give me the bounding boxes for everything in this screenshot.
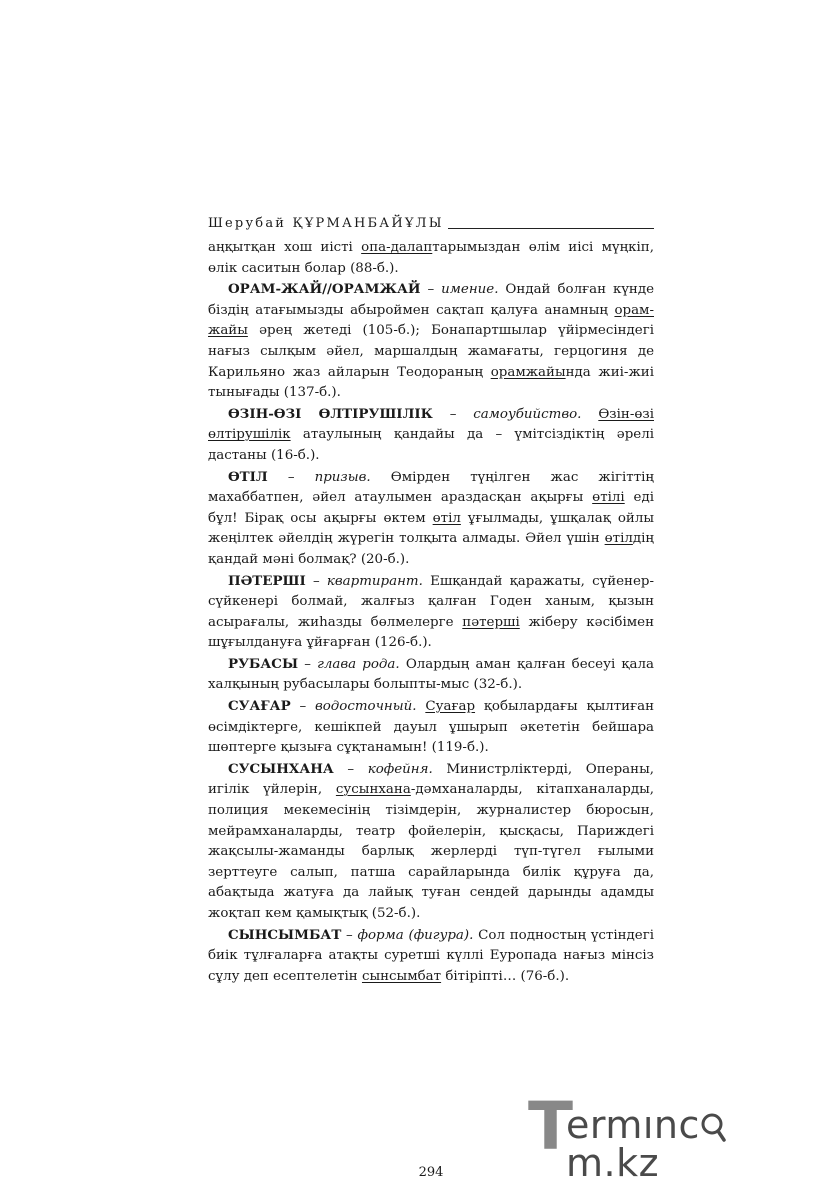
author-name: Шерубай ҚҰРМАНБАЙҰЛЫ xyxy=(208,216,444,231)
underlined-word: сынсымбат xyxy=(361,968,442,984)
underlined-word: опа-далап xyxy=(361,240,433,255)
running-header xyxy=(208,210,654,230)
entry-potershi xyxy=(208,571,654,654)
text-segment xyxy=(581,407,598,422)
continuation-paragraph xyxy=(208,238,654,279)
dash: – xyxy=(298,656,318,672)
text-segment: Министрліктерді, Операны, игілік үйлерін, xyxy=(208,761,654,798)
text-segment: Сол подностың үстіндегі биік тұлғаларға атақты суретші күллі Еуропада нағыз мінсіз сұлу деп есептелетін xyxy=(208,927,654,984)
logo-text-a: ermınc xyxy=(566,1103,700,1147)
text-segment: қобылардағы қылтиған өсімдіктерге, кешікпей дауыл ұшырып әкететін бейшара шөптерге қызыға сұқтанамын! (119-б.). xyxy=(208,699,654,756)
entry-gloss: призыв. xyxy=(314,469,371,485)
dash: – xyxy=(290,699,315,715)
page-number: 294 xyxy=(418,1165,444,1180)
logo-wordmark xyxy=(566,1103,818,1185)
text-segment: дің қандай мәні болмақ? (20-б.). xyxy=(208,531,654,567)
entry-term: РУБАСЫ xyxy=(228,655,299,672)
entry-otil xyxy=(208,467,654,571)
entry-gloss: форма (фигура). xyxy=(357,927,474,943)
underlined-word: пәтерші xyxy=(462,614,520,630)
text-segment: -дәмханаларды, кітапханаларды, полиция мекемесінің тізімдерін, журналистер бюросын, мейрамханаларды, театр фойелерін, қысқасы, Париждегі жақсылы-жаманды барлық жерлерді түп-түгел ғылыми зерттеуге салып, патша сарайларында билік құруға да, абақтыда жатуға да лайық туған сендей дарынды адамды жоқтап кем қамықтық (52-б.). xyxy=(208,782,654,921)
text-segment: еді бұл! Бірақ осы ақырғы өктем xyxy=(208,490,654,526)
text-segment: атаулының қандайы да – үмітсіздіктің әрелі дастаны (16-б.). xyxy=(208,427,654,463)
entry-oram-zhai xyxy=(208,279,654,404)
text-segment: жіберу кәсібімен шұғылдануға ұйғарған (126-б.). xyxy=(208,614,654,651)
dictionary-body xyxy=(208,238,654,987)
text-segment: әрең жетеді (105-б.); Бонапартшылар үйірмесіндегі нағыз сылқым әйел, маршалдың жамағаты, герцогиня де Карильяно жаз айларын Теодораның xyxy=(208,323,654,380)
entry-term: ПӘТЕРШІ xyxy=(228,572,306,589)
entry-gloss: самоубийство. xyxy=(473,406,582,422)
entry-term: ОРАМ-ЖАЙ//ОРАМЖАЙ xyxy=(228,281,421,298)
logo-text-b: m.kz xyxy=(566,1141,660,1185)
text-segment: Олардың аман қалған бесеуі қала халқының рубасылары болыпты-мыс (32-б.). xyxy=(208,656,654,693)
dash: – xyxy=(420,282,442,298)
dash: – xyxy=(305,573,327,589)
entry-term: ӨЗІН-ӨЗІ ӨЛТІРУШІЛІК xyxy=(228,405,433,422)
underlined-word: өтілі xyxy=(592,490,625,506)
entry-synsymbat xyxy=(208,925,654,988)
text-segment: Өмірден түңілген жас жігіттің махаббатпен, әйел атаулымен араздасқан ақырғы xyxy=(208,469,654,506)
text-segment: нда жиі-жиі тынығады (137-б.). xyxy=(208,364,654,401)
text-segment: Ешқандай қаражаты, сүйенер-сүйкенері болмай, жалғыз қалған Годен ханым, қызын асырағалы, жиһазды бөлмелерге xyxy=(208,573,654,630)
text-segment: тарымыздан өлім иісі мүңкіп, өлік саситын болар (88-б.). xyxy=(208,240,654,276)
termincom-logo xyxy=(528,1088,818,1185)
header-rule xyxy=(448,228,654,229)
underlined-word: орам-жайы xyxy=(208,302,654,339)
dash: – xyxy=(341,927,358,943)
entry-ozin-ozi xyxy=(208,404,654,467)
text-segment: аңқытқан хош иісті xyxy=(208,240,362,255)
entry-gloss: глава рода. xyxy=(317,656,400,672)
entry-gloss: водосточный. xyxy=(314,699,417,715)
entry-gloss: кофейня. xyxy=(367,761,433,777)
dash: – xyxy=(432,406,474,422)
logo-letter-t: T xyxy=(528,1088,574,1165)
entry-term: СУАҒАР xyxy=(228,698,291,715)
text-segment: Ондай болған күнде біздің атағымызды абыроймен сақтап қалуға анамның xyxy=(208,282,654,318)
text-segment: бітіріпті… (76-б.). xyxy=(441,968,570,984)
entry-term: СЫНСЫМБАТ xyxy=(228,926,342,943)
dash: – xyxy=(333,761,368,777)
dash: – xyxy=(267,469,315,485)
entry-susynhana xyxy=(208,759,654,925)
text-segment: ұғылмады, ұшқалақ ойлы жеңілтек әйелдің жүрегін толқыта алмады. Әйел үшін xyxy=(208,510,655,547)
magnifier-icon xyxy=(700,1106,738,1144)
underlined-word: Өзін-өзі өлтірушілік xyxy=(208,406,654,443)
underlined-word: орамжайы xyxy=(490,364,566,380)
underlined-word: Суағар xyxy=(425,699,476,715)
entry-gloss: имение. xyxy=(441,282,499,298)
entry-rubasy xyxy=(208,654,654,696)
entry-term: ӨТІЛ xyxy=(228,468,268,485)
entry-term: СУСЫНХАНА xyxy=(228,760,334,777)
underlined-word: сусынхана xyxy=(335,782,411,798)
underlined-word: өтіл xyxy=(604,531,633,547)
entry-suagar xyxy=(208,696,654,759)
entry-gloss: квартирант. xyxy=(326,573,423,589)
underlined-word: өтіл xyxy=(432,510,461,526)
